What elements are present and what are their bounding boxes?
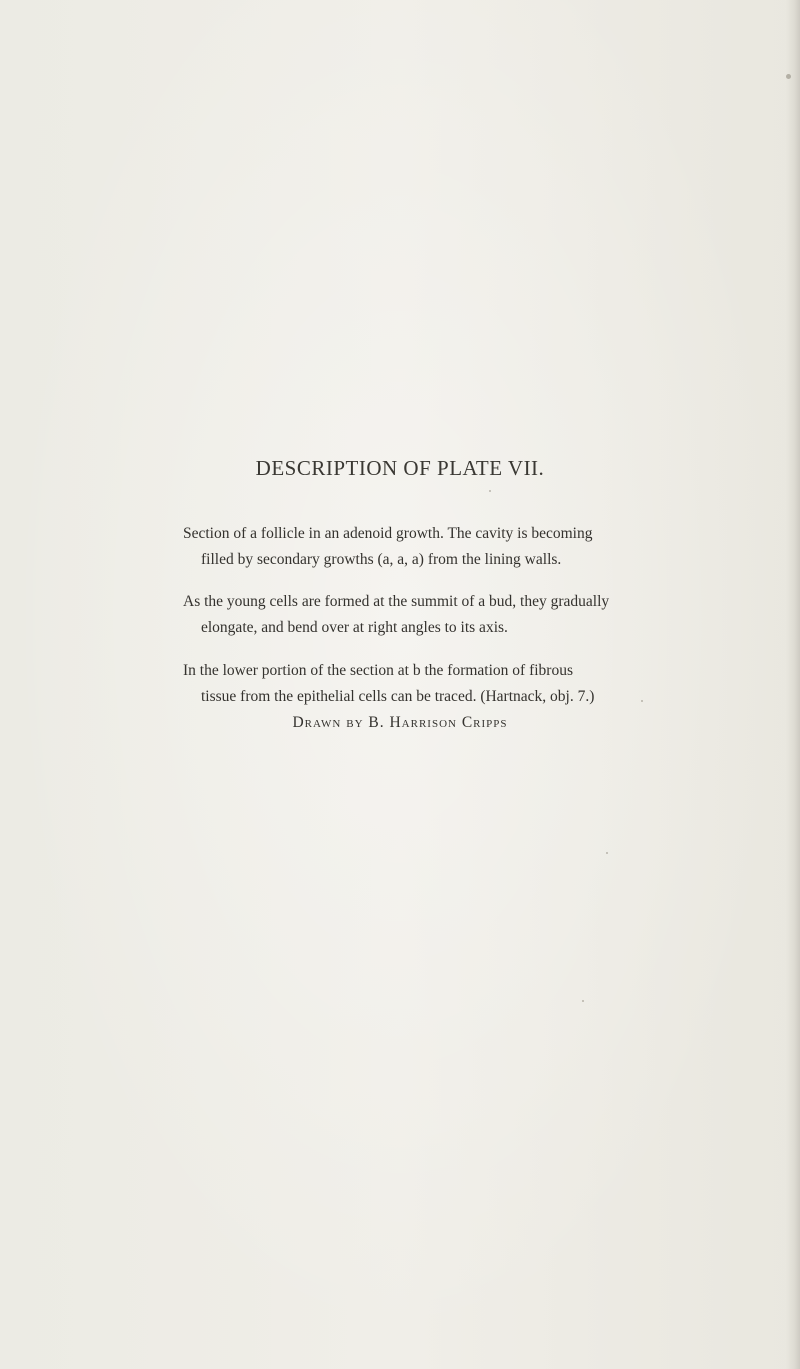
paragraph-line: In the lower portion of the section at b the formation of fibrous xyxy=(183,662,573,679)
page-edge-shadow xyxy=(786,0,800,1369)
paragraph-line: tissue from the epithelial cells can be traced. (Hartnack, obj. 7.) xyxy=(201,688,595,705)
plate-title: DESCRIPTION OF PLATE VII. xyxy=(255,456,545,480)
illustrator-credit: Drawn by B. Harrison Cripps xyxy=(292,714,508,731)
description-paragraph-3 xyxy=(183,658,743,710)
paragraph-line: Section of a follicle in an adenoid growth. The cavity is becoming xyxy=(183,525,593,542)
paper-speck xyxy=(606,852,608,854)
paper-speck xyxy=(786,74,791,79)
description-paragraph-2 xyxy=(183,589,743,641)
paragraph-line: elongate, and bend over at right angles to its axis. xyxy=(201,619,508,636)
paper-speck xyxy=(582,1000,584,1002)
description-paragraph-1 xyxy=(183,521,743,573)
paragraph-line: As the young cells are formed at the summit of a bud, they gradually xyxy=(183,593,610,610)
paragraph-line: filled by secondary growths (a, a, a) from the lining walls. xyxy=(201,551,562,568)
paper-speck xyxy=(489,490,491,492)
